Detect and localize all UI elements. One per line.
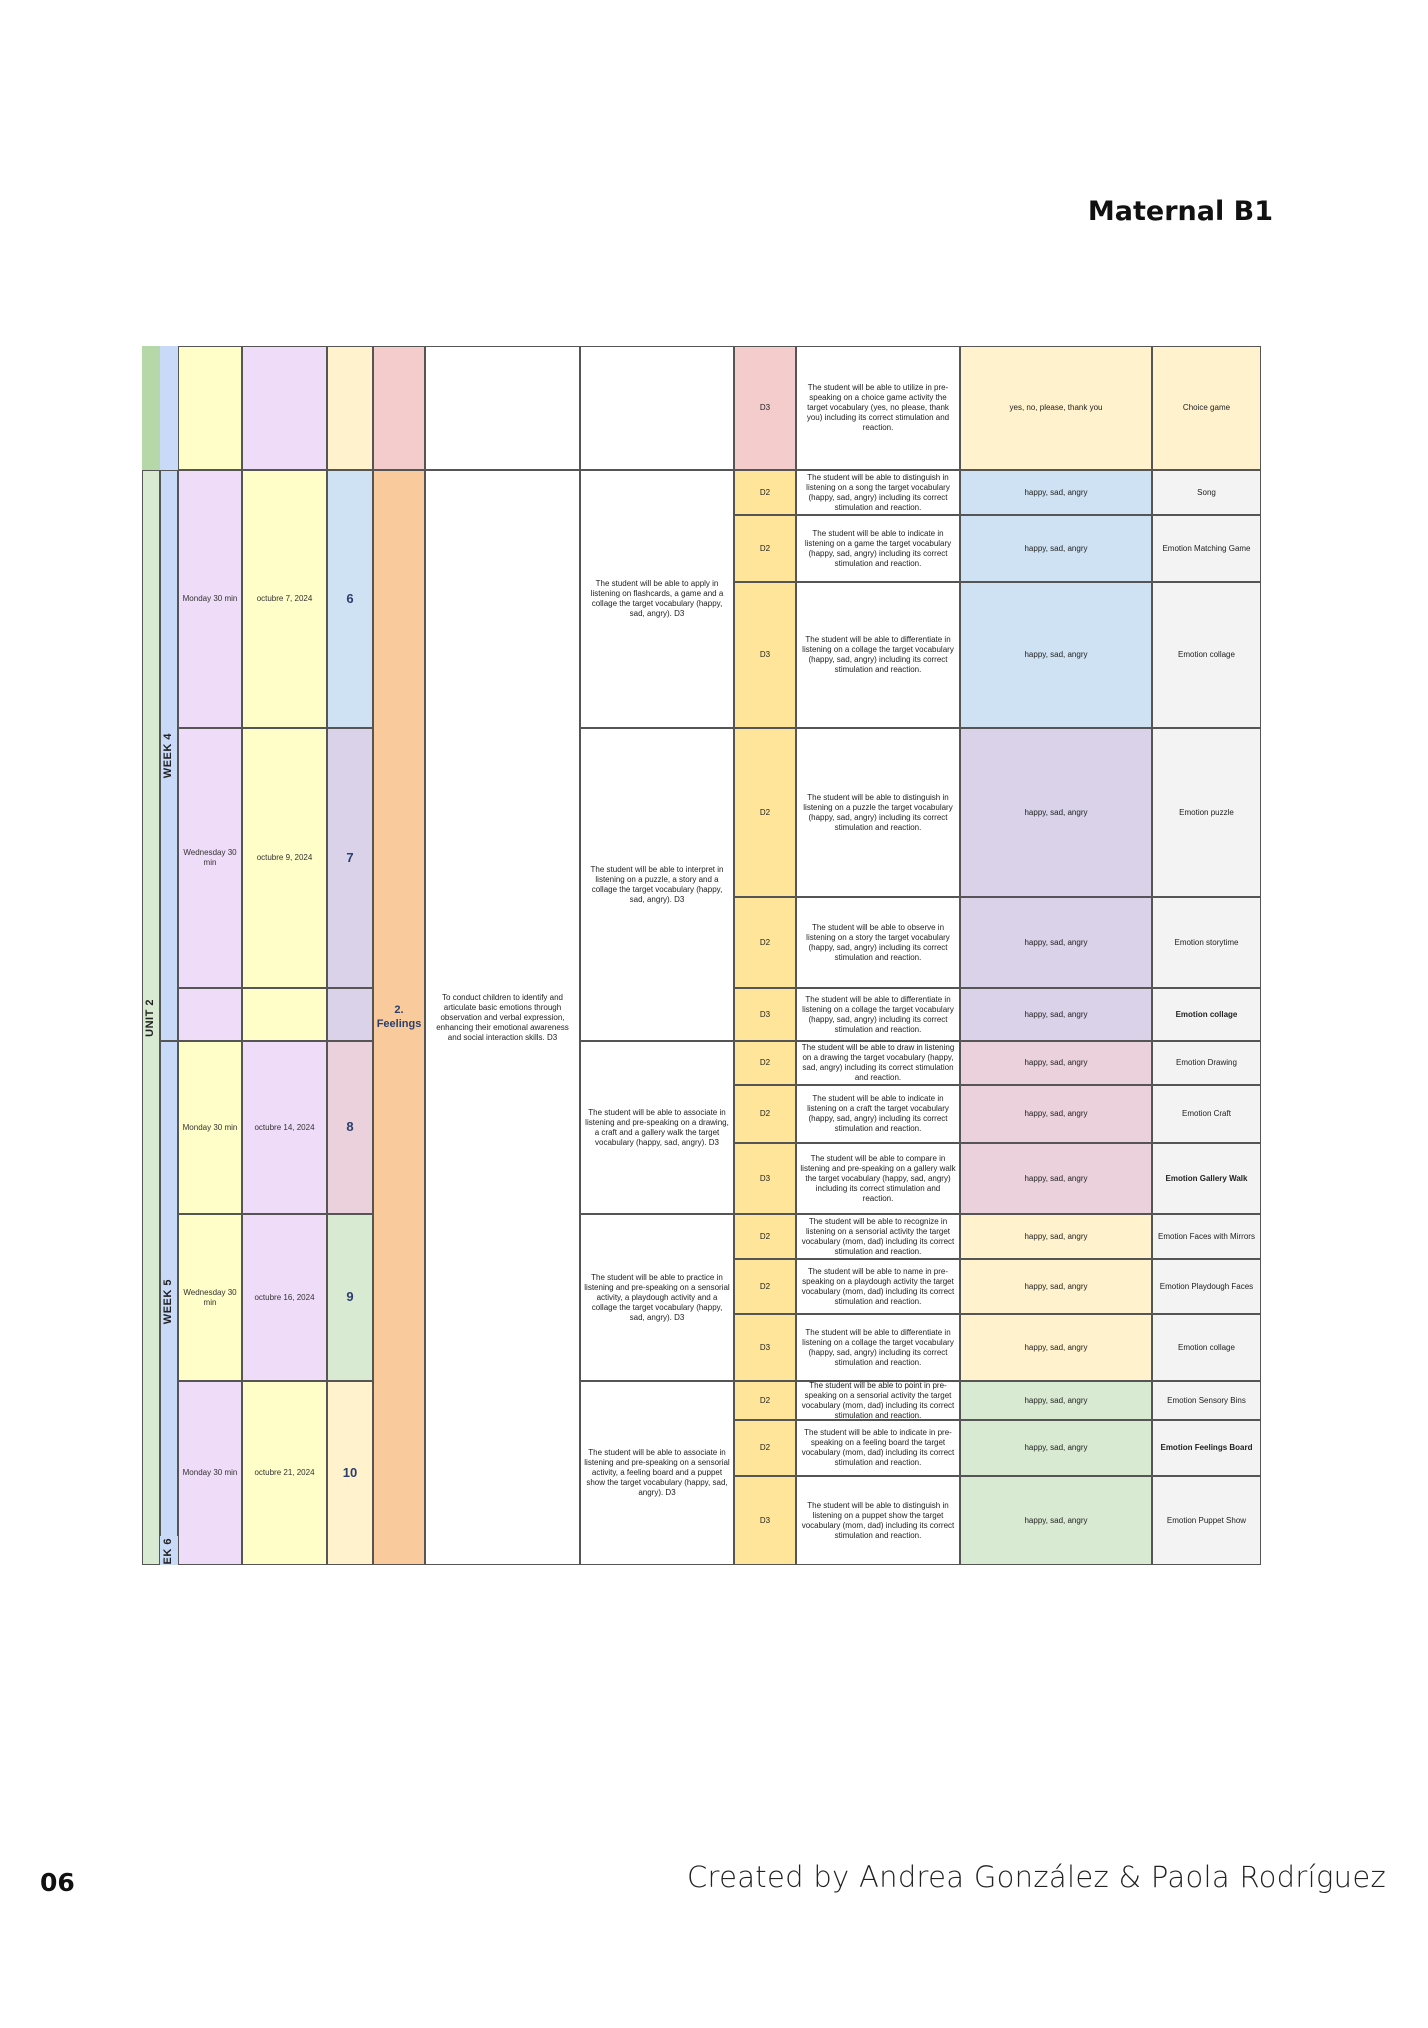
- session-number-text: 8: [346, 1119, 354, 1135]
- session-number: [327, 1381, 373, 1565]
- date-cell: [242, 1381, 327, 1565]
- target-vocabulary: [960, 1214, 1152, 1259]
- target-vocabulary: [960, 346, 1152, 470]
- day-cell-text: Monday 30 min: [182, 1468, 238, 1477]
- activity-name: [1152, 346, 1261, 470]
- credit-line: Created by Andrea González & Paola Rodríguez: [686, 1860, 1386, 1894]
- target-vocabulary: [960, 1259, 1152, 1314]
- activity-name-text: Emotion collage: [1175, 1009, 1238, 1019]
- activity-name-text: Emotion Faces with Mirrors: [1158, 1231, 1255, 1241]
- level-code-text: D2: [759, 543, 771, 553]
- date-cell-text: octubre 16, 2024: [254, 1292, 315, 1302]
- unit-label-text: UNIT 2: [144, 998, 157, 1037]
- activity-objective: [796, 1314, 960, 1381]
- activity-name: [1152, 470, 1261, 515]
- day-cell-text: Monday 30 min: [182, 594, 238, 603]
- activity-name: [1152, 1041, 1261, 1085]
- target-vocabulary: [960, 515, 1152, 582]
- activity-name: [1152, 1085, 1261, 1143]
- level-code: [734, 1214, 796, 1259]
- unit-theme: [373, 470, 425, 1565]
- activity-name-text: Emotion Craft: [1182, 1109, 1231, 1118]
- theme-cell: [373, 346, 425, 470]
- target-vocabulary: [960, 1314, 1152, 1381]
- date-cell: [242, 1041, 327, 1214]
- activity-objective-text: The student will be able to differentiate in listening on a collage the target vocabulary (happy, sad, angry) including its correct stimulation and reaction.: [802, 635, 954, 674]
- activity-objective-text: The student will be able to distinguish in listening on a puzzle the target vocabulary (happy, sad, angry) including its correct stimulation and reaction.: [803, 792, 953, 832]
- level-code-text: D3: [759, 650, 771, 659]
- session-number-text: 9: [346, 1289, 354, 1305]
- session-goal: [580, 728, 734, 1041]
- session-goal-text: The student will be able to practice in listening and pre-speaking on a sensorial activity, a playdough activity and a collage the target vocabulary (happy, sad, angry). D3: [584, 1272, 730, 1322]
- target-vocabulary-text: happy, sad, angry: [1024, 1443, 1088, 1452]
- date-cell: [242, 470, 327, 728]
- level-code: [734, 988, 796, 1041]
- target-vocabulary-text: happy, sad, angry: [1024, 1173, 1088, 1183]
- activity-name-text: Emotion Matching Game: [1162, 543, 1251, 553]
- target-vocabulary-text: happy, sad, angry: [1024, 543, 1088, 553]
- level-code-text: D3: [759, 1009, 771, 1019]
- activity-objective: [796, 1259, 960, 1314]
- activity-name: [1152, 1476, 1261, 1565]
- session-goal-text: The student will be able to associate in listening and pre-speaking on a drawing, a craft and a gallery walk the target vocabulary (happy, sad, angry). D3: [585, 1107, 729, 1147]
- level-code-text: D2: [759, 1281, 771, 1291]
- activity-name-text: Emotion Sensory Bins: [1167, 1395, 1246, 1405]
- target-vocabulary-text: happy, sad, angry: [1024, 1515, 1088, 1525]
- activity-name-text: Emotion Gallery Walk: [1165, 1173, 1248, 1183]
- activity-objective: [796, 1476, 960, 1565]
- session-number: [327, 728, 373, 988]
- activity-name: [1152, 728, 1261, 897]
- target-vocabulary-text: happy, sad, angry: [1024, 1231, 1088, 1241]
- target-vocabulary: [960, 897, 1152, 988]
- target-vocabulary: [960, 1143, 1152, 1214]
- activity-name: [1152, 988, 1261, 1041]
- level-code-text: D3: [759, 403, 771, 412]
- activity-name: [1152, 897, 1261, 988]
- level-code: [734, 582, 796, 728]
- target-vocabulary: [960, 1420, 1152, 1476]
- activity-name-text: Song: [1197, 487, 1216, 497]
- activity-objective-text: The student will be able to name in pre-speaking on a playdough activity the target vocabulary (mom, dad) including its correct stimulation and reaction.: [801, 1266, 955, 1306]
- activity-objective: [796, 988, 960, 1041]
- activity-objective-text: The student will be able to distinguish in listening on a puppet show the target vocabulary (mom, dad) including its correct stimulation and reaction.: [801, 1500, 955, 1540]
- activity-objective: [796, 1143, 960, 1214]
- activity-name-text: Emotion Drawing: [1176, 1058, 1237, 1067]
- activity-objective: [796, 897, 960, 988]
- activity-objective-text: The student will be able to point in pre-speaking on a sensorial activity the target vocabulary (mom, dad) including its correct stimulation and reaction.: [801, 1381, 955, 1420]
- activity-objective-text: The student will be able to observe in listening on a story the target vocabulary (happy, sad, angry) including its correct stimulation and reaction.: [806, 922, 950, 962]
- target-vocabulary: [960, 728, 1152, 897]
- activity-name-text: Emotion Playdough Faces: [1159, 1281, 1254, 1291]
- number-cell: [327, 346, 373, 470]
- week-label-text: WEEK 5: [162, 1279, 175, 1325]
- level-code-text: D2: [759, 937, 771, 947]
- level-code: [734, 1143, 796, 1214]
- activity-name-text: Choice game: [1182, 403, 1231, 412]
- date-cell: [242, 728, 327, 988]
- activity-objective: [796, 1041, 960, 1085]
- activity-objective-text: The student will be able to recognize in listening on a sensorial activity the target vocabulary (mom, dad) including its correct stimulation and reaction.: [801, 1216, 955, 1256]
- activity-objective: [796, 582, 960, 728]
- activity-objective-text: The student will be able to distinguish in listening on a song the target vocabulary (happy, sad, angry) including its correct stimulation and reaction.: [806, 472, 950, 512]
- activity-objective-text: The student will be able to compare in listening and pre-speaking on a gallery walk the target vocabulary (happy, sad, angry) including its correct stimulation and reaction.: [800, 1153, 956, 1203]
- activity-name: [1152, 1259, 1261, 1314]
- level-code-text: D2: [759, 1109, 771, 1118]
- level-code-text: D3: [759, 1342, 771, 1352]
- activity-objective-text: The student will be able to differentiate in listening on a collage the target vocabulary (happy, sad, angry) including its correct stimulation and reaction.: [802, 1327, 954, 1367]
- activity-objective: [796, 728, 960, 897]
- target-vocabulary: [960, 1476, 1152, 1565]
- week-label-text: EK 6: [162, 1537, 175, 1564]
- level-code-text: D2: [759, 1395, 771, 1405]
- session-goal: [580, 1214, 734, 1381]
- unit-label: [142, 470, 160, 1565]
- date-cell: [242, 988, 327, 1041]
- day-cell: [178, 988, 242, 1041]
- level-code-text: D3: [759, 1173, 771, 1183]
- page-number: 06: [40, 1868, 75, 1897]
- unit-theme-text: 2. Feelings: [376, 1003, 422, 1030]
- week-label: [160, 1536, 178, 1565]
- activity-name: [1152, 1143, 1261, 1214]
- activity-objective: [796, 1085, 960, 1143]
- day-cell: [178, 728, 242, 988]
- week-label-text: WEEK 4: [162, 732, 175, 779]
- target-vocabulary: [960, 988, 1152, 1041]
- day-cell: [178, 1041, 242, 1214]
- activity-objective-text: The student will be able to indicate in pre-speaking on a feeling board the target vocabulary (mom, dad) including its correct stimulation and reaction.: [801, 1428, 955, 1467]
- level-code: [734, 515, 796, 582]
- day-cell: [178, 470, 242, 728]
- session-goal: [580, 470, 734, 728]
- day-cell: [178, 1214, 242, 1381]
- document-title: Maternal B1: [1087, 196, 1273, 227]
- level-code-text: D2: [759, 1231, 771, 1241]
- target-vocabulary-text: happy, sad, angry: [1024, 650, 1088, 659]
- level-code-text: D2: [759, 487, 771, 497]
- target-vocabulary: [960, 470, 1152, 515]
- activity-name: [1152, 1381, 1261, 1420]
- session-number: [327, 1041, 373, 1214]
- goal-cell: [580, 346, 734, 470]
- session-number: [327, 1214, 373, 1381]
- target-vocabulary-text: happy, sad, angry: [1024, 1109, 1088, 1118]
- level-code: [734, 1259, 796, 1314]
- level-code: [734, 1041, 796, 1085]
- level-code: [734, 1381, 796, 1420]
- target-vocabulary: [960, 1085, 1152, 1143]
- activity-name-text: Emotion storytime: [1174, 937, 1239, 947]
- target-vocabulary-text: happy, sad, angry: [1024, 1009, 1088, 1019]
- level-code: [734, 897, 796, 988]
- activity-name-text: Emotion Puppet Show: [1166, 1515, 1247, 1525]
- target-vocabulary-text: happy, sad, angry: [1024, 1281, 1088, 1291]
- target-vocabulary: [960, 1041, 1152, 1085]
- level-code-text: D3: [759, 1515, 771, 1525]
- level-code: [734, 470, 796, 515]
- target-vocabulary: [960, 582, 1152, 728]
- week-label: [160, 1041, 178, 1563]
- session-goal-text: The student will be able to associate in listening and pre-speaking on a sensorial activity, a feeling board and a puppet show the target vocabulary (happy, sad, angry). D3: [584, 1448, 730, 1497]
- target-vocabulary-text: yes, no, please, thank you: [1009, 403, 1103, 412]
- level-code: [734, 1314, 796, 1381]
- unit-objective-text: To conduct children to identify and articulate basic emotions through observation and verbal expression, enhancing their emotional awareness and social interaction skills. D3: [436, 992, 569, 1042]
- activity-name-text: Emotion Feelings Board: [1160, 1443, 1253, 1452]
- level-code-text: D2: [759, 1443, 771, 1452]
- activity-name: [1152, 1214, 1261, 1259]
- activity-objective: [796, 515, 960, 582]
- week-label: [160, 470, 178, 1041]
- unit-objective: [425, 470, 580, 1565]
- level-code: [734, 1420, 796, 1476]
- activity-objective-text: The student will be able to indicate in listening on a game the target vocabulary (happy, sad, angry) including its correct stimulation and reaction.: [804, 528, 952, 568]
- session-number-text: 10: [342, 1464, 358, 1480]
- session-goal-text: The student will be able to interpret in listening on a puzzle, a story and a collage the target vocabulary (happy, sad, angry). D3: [590, 864, 724, 904]
- activity-objective-text: The student will be able to differentiate in listening on a collage the target vocabulary (happy, sad, angry) including its correct stimulation and reaction.: [802, 994, 954, 1034]
- activity-objective: [796, 1214, 960, 1259]
- session-number-text: 6: [346, 590, 354, 606]
- activity-name-text: Emotion puzzle: [1179, 807, 1234, 817]
- level-code: [734, 346, 796, 470]
- level-code: [734, 1476, 796, 1565]
- date-cell: [242, 346, 327, 470]
- session-goal-text: The student will be able to apply in listening on flashcards, a game and a collage the target vocabulary (happy, sad, angry). D3: [590, 579, 724, 618]
- day-cell-text: Wednesday 30 min: [183, 848, 237, 867]
- activity-name: [1152, 1314, 1261, 1381]
- activity-objective-text: The student will be able to utilize in pre-speaking on a choice game activity the target vocabulary (yes, no please, thank you) including its correct stimulation and reaction.: [806, 383, 950, 432]
- activity-name-text: Emotion collage: [1178, 1342, 1235, 1352]
- session-number-text: 7: [346, 849, 354, 865]
- date-cell-text: octubre 9, 2024: [256, 853, 313, 862]
- day-cell: [178, 1381, 242, 1565]
- activity-objective: [796, 1420, 960, 1476]
- week-strip-top: [160, 346, 178, 470]
- target-vocabulary-text: happy, sad, angry: [1024, 1342, 1088, 1352]
- activity-objective: [796, 1381, 960, 1420]
- day-cell: [178, 346, 242, 470]
- activity-name-text: Emotion collage: [1178, 650, 1235, 659]
- level-code-text: D2: [759, 1058, 771, 1067]
- lesson-plan-table: [142, 346, 1261, 1565]
- unit-strip-top: [142, 346, 160, 470]
- level-code-text: D2: [759, 807, 771, 817]
- session-number: [327, 470, 373, 728]
- date-cell: [242, 1214, 327, 1381]
- date-cell-text: octubre 14, 2024: [254, 1122, 315, 1132]
- target-vocabulary-text: happy, sad, angry: [1024, 487, 1088, 497]
- date-cell-text: octubre 7, 2024: [256, 594, 313, 603]
- target-vocabulary-text: happy, sad, angry: [1024, 807, 1088, 817]
- session-goal: [580, 1041, 734, 1214]
- level-code: [734, 1085, 796, 1143]
- activity-name: [1152, 1420, 1261, 1476]
- date-cell-text: octubre 21, 2024: [254, 1468, 315, 1477]
- target-vocabulary: [960, 1381, 1152, 1420]
- target-vocabulary-text: happy, sad, angry: [1024, 937, 1088, 947]
- target-vocabulary-text: happy, sad, angry: [1024, 1395, 1088, 1405]
- target-vocabulary-text: happy, sad, angry: [1024, 1058, 1088, 1067]
- level-code: [734, 728, 796, 897]
- session-goal: [580, 1381, 734, 1565]
- activity-name: [1152, 515, 1261, 582]
- activity-name: [1152, 582, 1261, 728]
- activity-objective: [796, 346, 960, 470]
- day-cell-text: Wednesday 30 min: [183, 1287, 237, 1307]
- activity-objective-text: The student will be able to indicate in listening on a craft the target vocabulary (happy, sad, angry) including its correct stimulation and reaction.: [807, 1094, 949, 1133]
- objective-cell: [425, 346, 580, 470]
- number-cell: [327, 988, 373, 1041]
- activity-objective-text: The student will be able to draw in listening on a drawing the target vocabulary (happy, sad, angry) including its correct stimulation and reaction.: [801, 1043, 955, 1082]
- day-cell-text: Monday 30 min: [182, 1122, 238, 1132]
- activity-objective: [796, 470, 960, 515]
